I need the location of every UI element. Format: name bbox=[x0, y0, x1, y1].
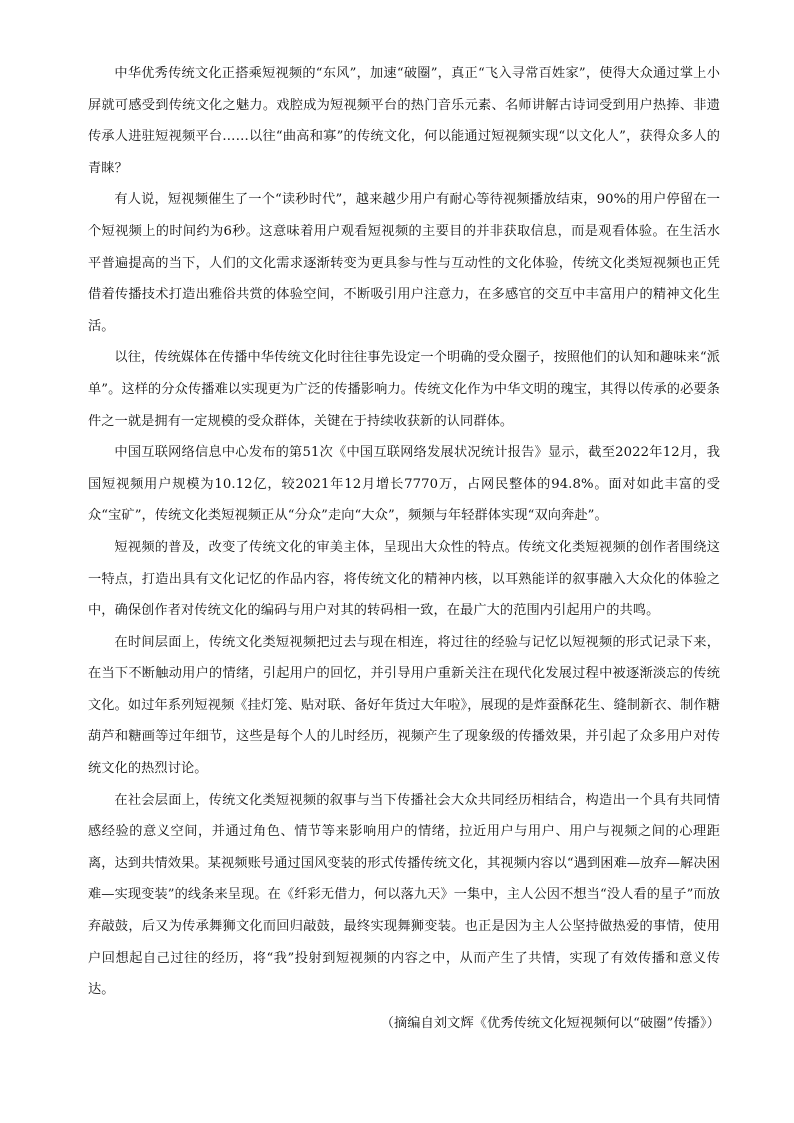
paragraph-3: 以往，传统媒体在传播中华传统文化时往往事先设定一个明确的受众圈子，按照他们的认知和趣味来“派单”。这样的分众传播难以实现更为广泛的传播影响力。传统文化作为中华文明的瑰宝，其得以传承的必要条件之一就是拥有一定规模的受众群体，关键在于持续收获新的认同群体。 bbox=[88, 350, 720, 429]
paragraph-1: 中华优秀传统文化正搭乘短视频的“东风”，加速“破圈”，真正“飞入寻常百姓家”，使得大众通过掌上小屏就可感受到传统文化之魅力。戏腔成为短视频平台的热门音乐元素、名师讲解古诗词受到用户热捧、非遗传承人进驻短视频平台……以往“曲高和寡”的传统文化，何以能通过短视频实现“以文化人”，获得众多人的青睐？ bbox=[88, 66, 720, 176]
paragraph-5: 短视频的普及，改变了传统文化的审美主体，呈现出大众性的特点。传统文化类短视频的创作者围绕这一特点，打造出具有文化记忆的作品内容，将传统文化的精神内核，以耳熟能详的叙事融入大众化的体验之中，确保创作者对传统文化的编码与用户对其的转码相一致，在最广大的范围内引起用户的共鸣。 bbox=[88, 539, 720, 619]
source-citation: （摘编自刘文辉《优秀传统文化短视频何以“破圈”传播》） bbox=[380, 1015, 720, 1031]
paragraph-2: 有人说，短视频催生了一个“读秒时代”，越来越少用户有耐心等待视频播放结束，90%的用户停留在一个短视频上的时间约为6秒。这意味着用户观看短视频的主要目的并非获取信息，而是观看体验。在生活水平普遍提高的当下，人们的文化需求逐渐转变为更具参与性与互动性的文化体验，传统文化类短视频也正凭借着传播技术打造出雅俗共赏的体验空间，不断吸引用户注意力，在多感官的交互中丰富用户的精神文化生活。 bbox=[88, 192, 720, 334]
paragraph-6: 在时间层面上，传统文化类短视频把过去与现在相连，将过往的经验与记忆以短视频的形式记录下来，在当下不断触动用户的情绪，引起用户的回忆，并引导用户重新关注在现代化发展过程中被逐渐淡忘的传统文化。如过年系列短视频《挂灯笼、贴对联、备好年货过大年啦》，展现的是炸蚕酥花生、缝制新衣、制作糖葫芦和糖画等过年细节，这些是每个人的儿时经历，视频产生了现象级的传播效果，并引起了众多用户对传统文化的热烈讨论。 bbox=[88, 634, 720, 777]
paragraph-4: 中国互联网络信息中心发布的第51次《中国互联网络发展状况统计报告》显示，截至2022年12月，我国短视频用户规模为10.12亿，较2021年12月增长7770万，占网民整体的94.8%。面对如此丰富的受众“宝矿”，传统文化类短视频正从“分众”走向“大众”，频频与年轻群体实现“双向奔赴”。 bbox=[88, 445, 720, 524]
paragraph-7: 在社会层面上，传统文化类短视频的叙事与当下传播社会大众共同经历相结合，构造出一个具有共同情感经验的意义空间，并通过角色、情节等来影响用户的情绪，拉近用户与用户、用户与视频之间的心理距离，达到共情效果。某视频账号通过国风变装的形式传播传统文化，其视频内容以“遇到困难—放弃—解决困难—实现变装”的线条来呈现。在《纤彩无借力，何以落九天》一集中，主人公因不想当“没人看的星子”而放弃敲鼓，后又为传承舞狮文化而回归敲鼓，最终实现舞狮变装。也正是因为主人公坚持做热爱的事情，使用户回想起自己过往的经历，将“我”投射到短视频的内容之中，从而产生了共情，实现了有效传播和意义传达。 bbox=[88, 792, 720, 998]
article-body bbox=[88, 58, 720, 1039]
